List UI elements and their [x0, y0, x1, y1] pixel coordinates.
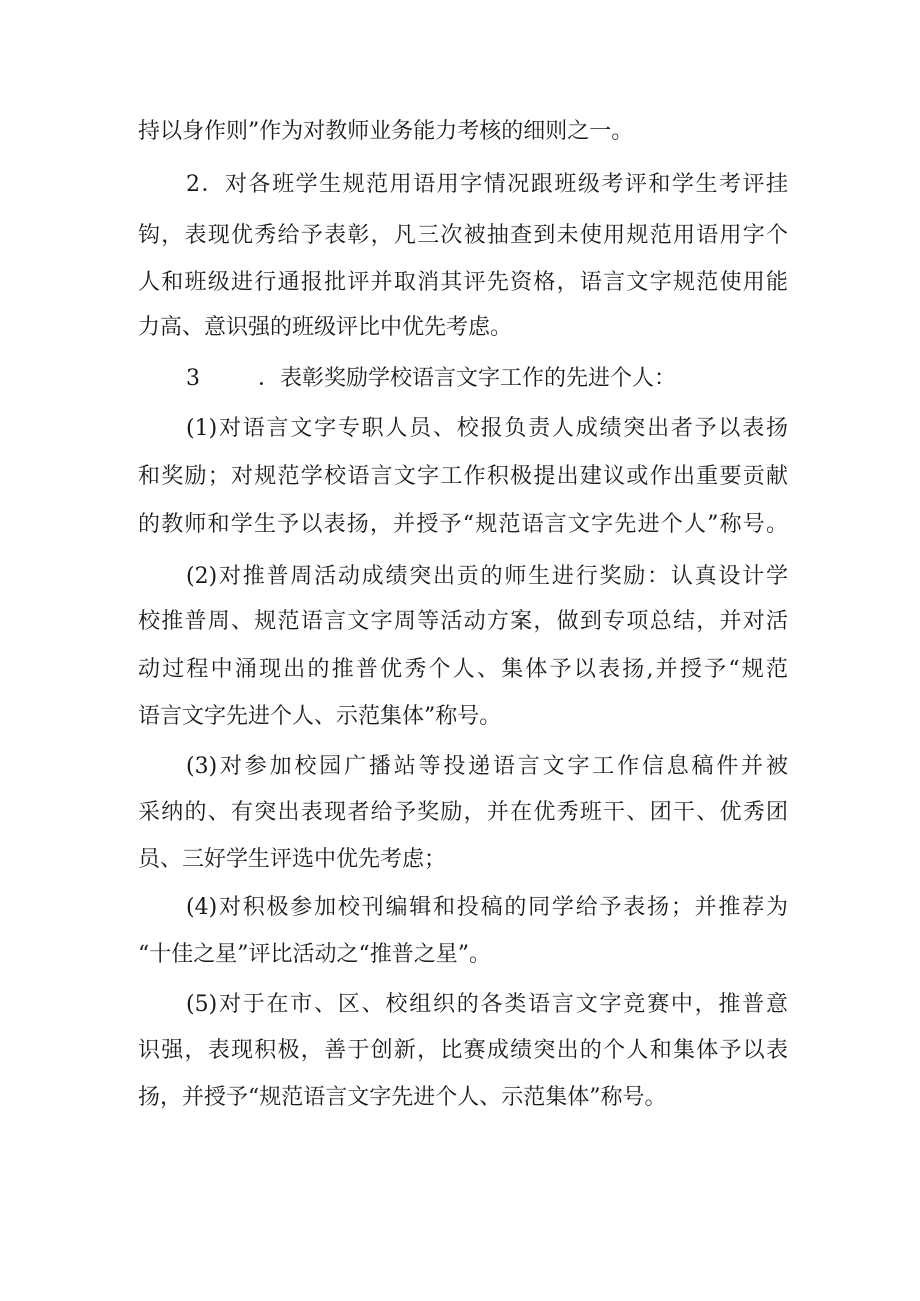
- text-line: 持以身作则”作为对教师业务能力考核的细则之一。: [138, 119, 634, 144]
- text-line: 2．对各班学生规范用语用字情况跟班级考评和学生考评挂: [186, 172, 788, 197]
- text-line: 校推普周、规范语言文字周等活动方案，做到专项总结，并对活: [138, 609, 788, 634]
- text-line: 力高、意识强的班级评比中优先考虑。: [138, 315, 513, 340]
- text-line: 员、三好学生评选中优先考虑；: [138, 847, 447, 872]
- text-line: (2)对推普周活动成绩突出贡的师生进行奖励：认真设计学: [186, 564, 788, 589]
- text-line: 动过程中涌现出的推普优秀个人、集体予以表扬,并授予“规范: [138, 657, 788, 682]
- text-line: 语言文字先进个人、示范集体”称号。: [138, 704, 502, 729]
- text-line: (4)对积极参加校刊编辑和投稿的同学给予表扬；并推荐为: [186, 895, 788, 920]
- text-line: (3)对参加校园广播站等投递语言文字工作信息稿件并被: [186, 754, 788, 779]
- text-line: 识强，表现积极，善于创新，比赛成绩突出的个人和集体予以表: [138, 1038, 788, 1063]
- text-line: 的教师和学生予以表扬，并授予“规范语言文字先进个人”称号。: [138, 512, 788, 537]
- item-number: 3: [186, 366, 200, 391]
- text-line: 人和班级进行通报批评并取消其评先资格，语言文字规范使用能: [138, 270, 788, 295]
- text-line: 和奖励；对规范学校语言文字工作积极提出建议或作出重要贡献: [138, 464, 788, 489]
- item-heading: ．表彰奖励学校语言文字工作的先进个人：: [258, 366, 677, 391]
- text-line: [186, 364, 788, 394]
- text-line: (5)对于在市、区、校组织的各类语言文字竞赛中，推普意: [186, 992, 788, 1017]
- text-line: 扬，并授予“规范语言文字先进个人、示范集体”称号。: [138, 1085, 667, 1110]
- text-line: 采纳的、有突出表现者给予奖励，并在优秀班干、团干、优秀团: [138, 800, 788, 825]
- text-line: (1)对语言文字专职人员、校报负责人成绩突出者予以表扬: [186, 416, 788, 441]
- text-line: “十佳之星”评比活动之“推普之星”。: [138, 942, 491, 967]
- text-line: 钩，表现优秀给予表彰，凡三次被抽查到未使用规范用语用字个: [138, 223, 788, 248]
